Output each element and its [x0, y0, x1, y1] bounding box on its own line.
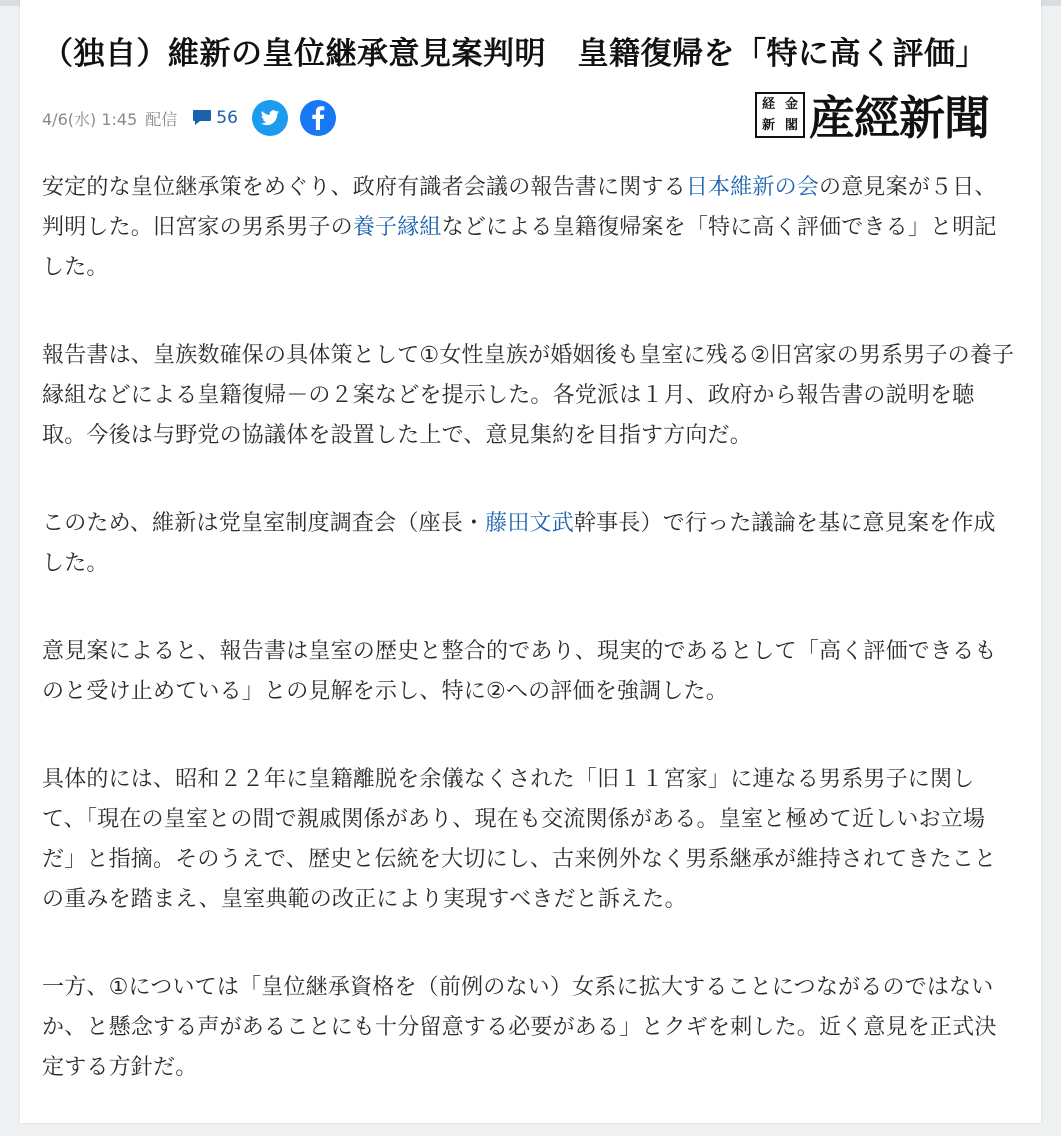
paragraph-4: 意見案によると、報告書は皇室の歴史と整合的であり、現実的であるとして「高く評価できるものと受け止めている」との見解を示し、特に②への評価を強調した。	[42, 639, 997, 704]
paragraph-text: などによる皇籍復帰案を「特に高く評価できる」と明記した。	[42, 215, 997, 280]
link-fujita-fumitake[interactable]: 藤田文武	[485, 511, 574, 536]
link-adoption[interactable]: 養子縁組	[352, 215, 442, 240]
seal-char: 経	[761, 97, 775, 112]
paragraph-2: 報告書は、皇族数確保の具体策として①女性皇族が婚姻後も皇室に残る②旧宮家の男系男子の養子縁組などによる皇籍復帰－の２案などを提示した。各党派は１月、政府から報告書の説明を聴取。今後は与野党の協議体を設置した上で、意見集約を目指す方向だ。	[42, 343, 1015, 448]
article-title: （独自）維新の皇位継承意見案判明 皇籍復帰を「特に高く評価」	[42, 36, 987, 72]
publish-date: 4/6(水) 1:45	[42, 109, 138, 129]
paragraph-3	[42, 504, 1017, 584]
comment-count: 56	[216, 108, 238, 128]
publisher-logo	[755, 90, 989, 145]
seal-char: 金	[784, 97, 798, 112]
paragraph-5: 具体的には、昭和２２年に皇籍離脱を余儀なくされた「旧１１宮家」に連なる男系男子に関して、「現在の皇室との間で親戚関係があり、現在も交流関係がある。皇室と極めて近しいお立場だ」と指摘。そのうえで、歴史と伝統を大切にし、古来例外なく男系継承が維持されてきたことの重みを踏まえ、皇室典範の改正により実現すべきだと訴えた。	[42, 767, 997, 912]
comments-link[interactable]	[191, 108, 238, 128]
paragraph-text: の意見案が５日、判明した。旧宮家の男系男子の	[42, 175, 997, 240]
share-twitter-button[interactable]	[252, 100, 288, 136]
facebook-icon	[311, 106, 325, 130]
seal-char: 新	[761, 118, 775, 133]
publisher-seal	[755, 92, 805, 138]
delivered-label: 配信	[145, 109, 178, 129]
share-facebook-button[interactable]	[300, 100, 336, 136]
paragraph-6: 一方、①については「皇位継承資格を（前例のない）女系に拡大することにつながるのではないか、と懸念する声があることにも十分留意する必要がある」とクギを刺した。近く意見を正式決定する方針だ。	[42, 975, 997, 1080]
paragraph-text: このため、維新は党皇室制度調査会（座長・	[42, 511, 486, 536]
twitter-icon	[260, 110, 280, 127]
paragraph-text: 幹事長）で行った議論を基に意見案を作成した。	[42, 511, 996, 576]
article-body	[42, 168, 1017, 1136]
link-nippon-ishin[interactable]: 日本維新の会	[685, 175, 820, 200]
comment-bubble-icon	[191, 108, 213, 128]
paragraph-1	[42, 168, 1017, 288]
paragraph-text: 安定的な皇位継承策をめぐり、政府有識者会議の報告書に関する	[42, 175, 686, 200]
seal-char: 閣	[784, 118, 798, 133]
article-meta	[42, 98, 348, 138]
publisher-name: 産經新聞	[809, 91, 989, 145]
